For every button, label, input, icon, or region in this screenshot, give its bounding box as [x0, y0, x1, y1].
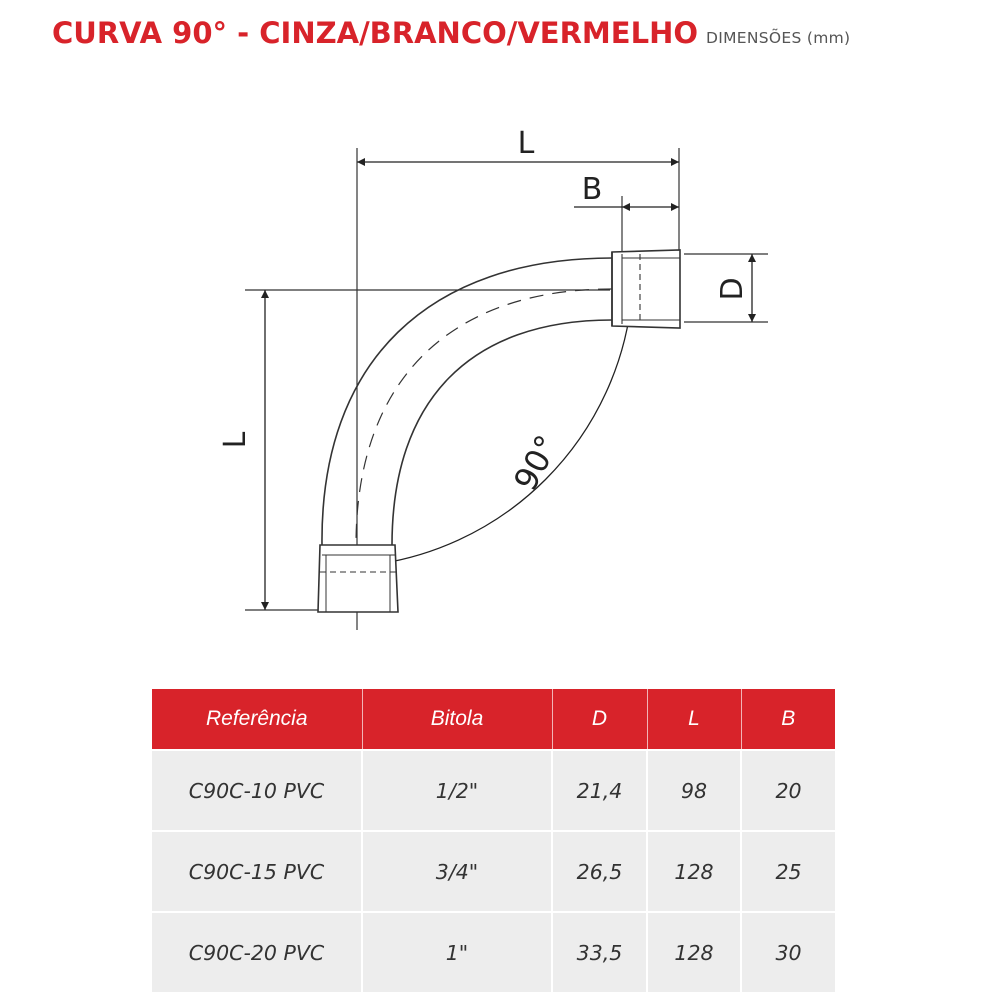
label-angle: 90° — [506, 428, 567, 497]
cell-l: 98 — [647, 750, 741, 831]
cell-l: 128 — [647, 831, 741, 912]
header-bitola: Bitola — [362, 689, 552, 750]
cell-referencia: C90C-15 PVC — [152, 831, 362, 912]
header-b: B — [741, 689, 835, 750]
cell-d: 21,4 — [552, 750, 647, 831]
cell-bitola: 1/2" — [362, 750, 552, 831]
cell-bitola: 3/4" — [362, 831, 552, 912]
elbow-pipe — [318, 250, 680, 612]
header-d: D — [552, 689, 647, 750]
table-row — [152, 912, 835, 992]
header-l: L — [647, 689, 741, 750]
cell-b: 30 — [741, 912, 835, 992]
label-l-left: L — [218, 431, 253, 449]
dimensions-table — [152, 689, 835, 992]
cell-bitola: 1" — [362, 912, 552, 992]
cell-referencia: C90C-20 PVC — [152, 912, 362, 992]
cell-referencia: C90C-10 PVC — [152, 750, 362, 831]
table-row — [152, 831, 835, 912]
page-subtitle: DIMENSÕES (mm) — [706, 29, 851, 47]
cell-b: 20 — [741, 750, 835, 831]
cell-d: 33,5 — [552, 912, 647, 992]
page-title: CURVA 90° - CINZA/BRANCO/VERMELHO — [52, 16, 699, 50]
header-referencia: Referência — [152, 689, 362, 750]
label-d: D — [715, 277, 750, 301]
label-b: B — [581, 172, 603, 207]
cell-l: 128 — [647, 912, 741, 992]
table-header-row — [152, 689, 835, 750]
table-row — [152, 750, 835, 831]
cell-d: 26,5 — [552, 831, 647, 912]
label-l-top: L — [517, 126, 535, 161]
cell-b: 25 — [741, 831, 835, 912]
